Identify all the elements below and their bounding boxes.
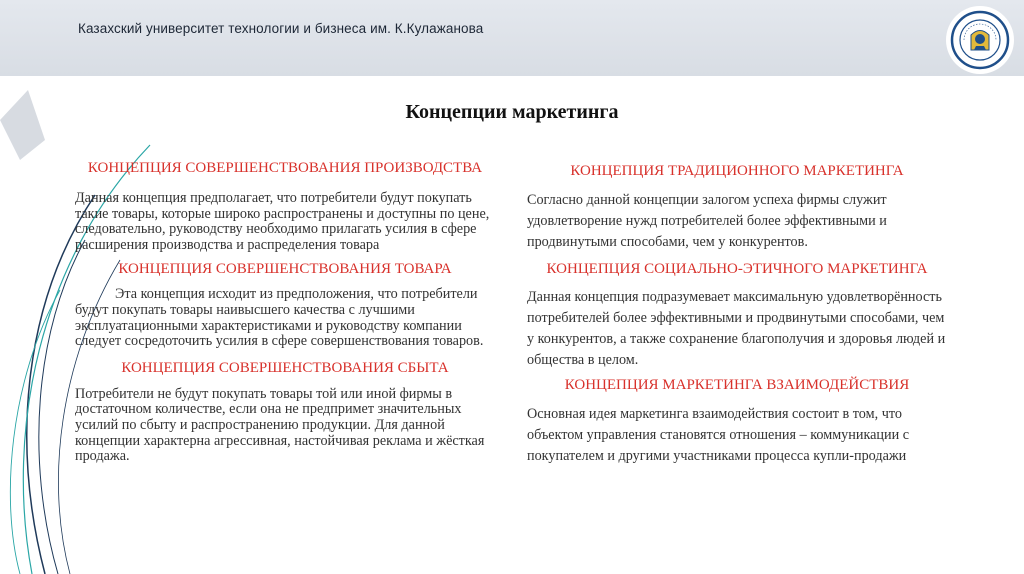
interaction-marketing-heading: КОНЦЕПЦИЯ МАРКЕТИНГА ВЗАИМОДЕЙСТВИЯ: [564, 377, 910, 393]
social-ethical-marketing-heading: КОНЦЕПЦИЯ СОЦИАЛЬНО-ЭТИЧНОГО МАРКЕТИНГА: [546, 261, 928, 277]
selling-concept-heading: КОНЦЕПЦИЯ СОВЕРШЕНСТВОВАНИЯ СБЫТА: [121, 359, 449, 376]
right-column: [527, 163, 947, 467]
production-concept-text: Данная концепция предполагает, что потребители будут покупать такие товары, которые широко распространены и доступны по цене, следовательно, руководству необходимо прилагать усилия в сфере расширения производства и распределения товара: [75, 190, 490, 253]
slide-title: Концепции маркетинга: [405, 101, 619, 123]
left-column: [75, 160, 495, 465]
university-name: Казахский университет технологии и бизнеса им. К.Кулажанова: [78, 21, 484, 36]
product-concept-heading: КОНЦЕПЦИЯ СОВЕРШЕНСТВОВАНИЯ ТОВАРА: [118, 261, 452, 278]
selling-concept-text: Потребители не будут покупать товары той или иной фирмы в достаточном количестве, если она не предпримет значительных усилий по сбыту и распространению продукции. Для данной концепции характерна агрессивная, настойчивая реклама и жёсткая продажа.: [75, 385, 485, 465]
traditional-marketing-heading: КОНЦЕПЦИЯ ТРАДИЦИОННОГО МАРКЕТИНГА: [570, 163, 904, 179]
interaction-marketing-text: Основная идея маркетинга взаимодействия состоит в том, что объектом управления становятся отношения – коммуникации с покупателем и другими участниками процесса купли-продажи: [527, 406, 910, 464]
product-concept-text: Эта концепция исходит из предположения, что потребители будут покупать товары наивысшего качества с лучшими эксплуатационными характеристиками и руководству компании следует сосредоточить усилия в сфере совершенствования товаров.: [75, 286, 484, 350]
traditional-marketing-text: Согласно данной концепции залогом успеха фирмы служит удовлетворение нужд потребителей более эффективными и продвинутыми способами, чем у конкурентов.: [527, 192, 887, 250]
social-ethical-marketing-text: Данная концепция подразумевает максимальную удовлетворённость потребителей более эффективными и продвинутыми способами, чем у конкурентов, а также сохранение благополучия и здоровья людей и общества в целом.: [527, 289, 946, 368]
production-concept-heading: КОНЦЕПЦИЯ СОВЕРШЕНСТВОВАНИЯ ПРОИЗВОДСТВА: [87, 160, 483, 176]
